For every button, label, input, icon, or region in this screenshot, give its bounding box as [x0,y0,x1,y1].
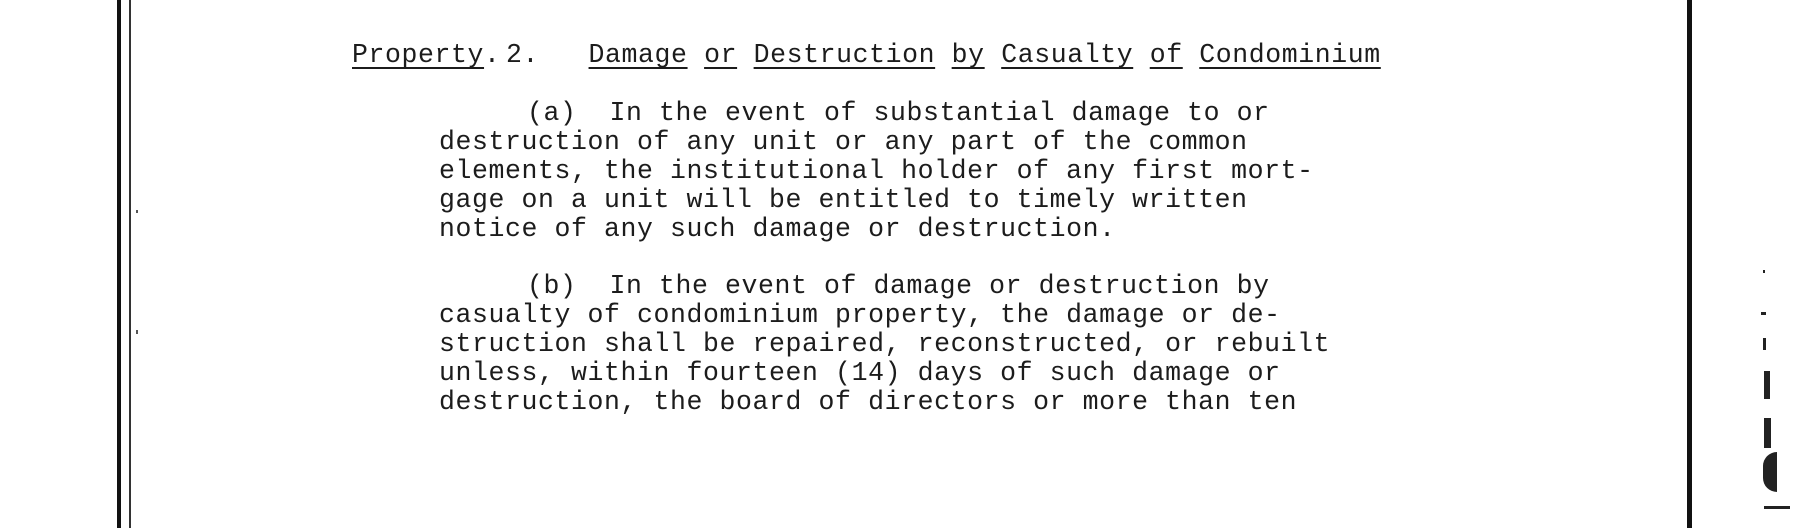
section-title-end: . [484,40,501,70]
paragraph-b-line: destruction, the board of directors or more than ten [439,387,1298,417]
scan-edge-mark [1763,452,1777,492]
scan-edge-mark [1763,338,1766,350]
page-border-left-outer [117,0,121,528]
section-title-cont: Property [352,40,485,70]
paragraph-b-line: (b) In the event of damage or destruction by [527,271,1270,301]
scan-speck [136,210,138,213]
paragraph-b-line: struction shall be repaired, reconstructed, or rebuilt [439,329,1331,359]
paragraph-b-line: casualty of condominium property, the damage or de- [439,300,1281,330]
page-border-left-inner [129,0,131,528]
section-heading-cont [352,41,501,70]
section-title-word: or [704,40,738,70]
scan-edge-mark [1764,506,1790,509]
section-title-word: Condominium [1199,40,1381,70]
scan-edge-marks [1755,0,1795,528]
section-number: 2. [506,40,540,70]
section-title-word: Destruction [753,40,936,70]
scan-edge-mark [1763,270,1765,273]
paragraph-a-line: notice of any such damage or destruction. [439,214,1116,244]
section-title-word: by [951,40,985,70]
scan-edge-mark [1764,418,1771,448]
section-title-word: Casualty [1001,40,1134,70]
scan-edge-mark [1761,312,1766,315]
paragraph-a-line: destruction of any unit or any part of the common [439,127,1248,157]
section-title-word: Damage [588,40,688,70]
paragraph-a-line: elements, the institutional holder of any first mort- [439,156,1314,186]
paragraph-a-line: gage on a unit will be entitled to timely written [439,185,1248,215]
section-title-word: of [1149,40,1183,70]
paragraph-b-line: unless, within fourteen (14) days of such damage or [439,358,1281,388]
section-heading [440,12,1381,99]
paragraph-a-line: (a) In the event of substantial damage to or [527,98,1270,128]
scan-speck [136,330,138,334]
scan-edge-mark [1764,371,1770,399]
page-border-right [1687,0,1692,528]
